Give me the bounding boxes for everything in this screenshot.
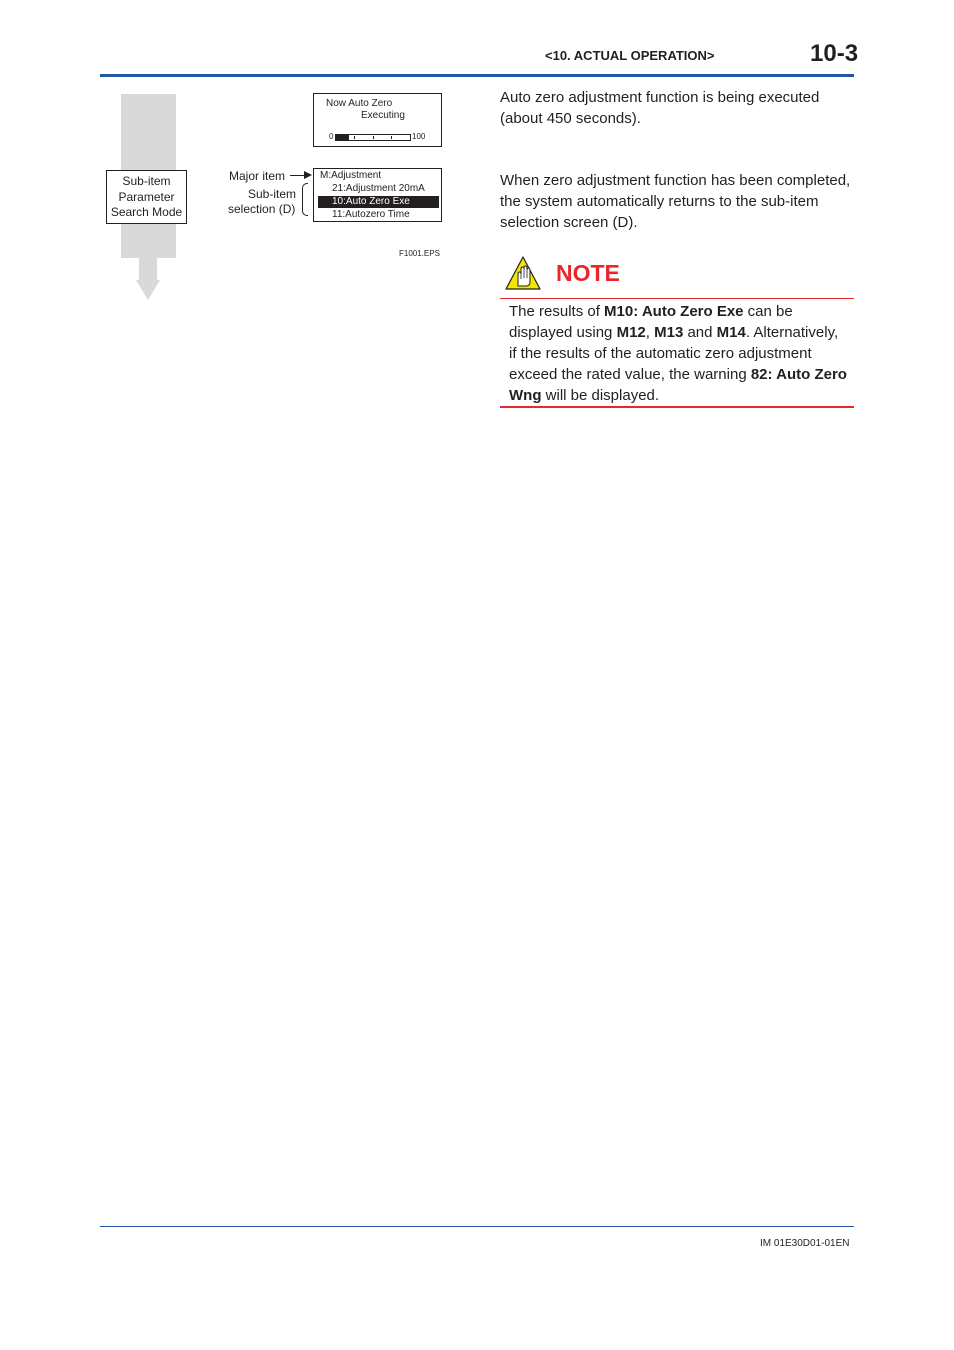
section-header: <10. ACTUAL OPERATION> xyxy=(545,48,715,63)
progress-bar-fill xyxy=(336,135,349,140)
note-bold: 82: Auto Zero Wng xyxy=(509,366,847,404)
lcd2-menu-item: 21:Adjustment 20mA xyxy=(332,183,425,194)
mode-box-line1: Sub-item xyxy=(122,174,171,188)
arrow-right-icon xyxy=(304,171,312,179)
note-bold: M13 xyxy=(654,324,684,341)
document-number: IM 01E30D01-01EN xyxy=(760,1238,850,1249)
progress-tick xyxy=(373,136,374,139)
note-hand-icon xyxy=(505,256,541,290)
footer-rule xyxy=(100,1226,854,1227)
lcd2-menu-item: 11:Autozero Time xyxy=(332,209,410,220)
lcd-executing-screen xyxy=(313,93,442,147)
note-text: can be displayed using xyxy=(509,303,793,341)
figure-id: F1001.EPS xyxy=(399,249,440,258)
note-text: and xyxy=(683,324,717,341)
sub-item-label-line1: Sub-item xyxy=(248,187,297,201)
flow-arrow-down-icon xyxy=(136,280,160,300)
note-title: NOTE xyxy=(556,260,620,286)
note-bottom-rule xyxy=(500,406,854,408)
progress-min-label: 0 xyxy=(329,132,334,141)
lcd1-line1: Now Auto Zero xyxy=(326,98,393,109)
progress-bar xyxy=(335,134,411,141)
note-bold: M14 xyxy=(716,324,746,341)
note-text: , xyxy=(645,324,655,341)
lcd1-line2: Executing xyxy=(361,110,405,121)
header-rule xyxy=(100,74,854,77)
flow-arrow-shaft xyxy=(139,258,157,280)
lcd2-major-item: M:Adjustment xyxy=(320,170,382,181)
progress-tick xyxy=(354,136,355,139)
mode-box xyxy=(106,170,187,224)
paragraph-executing: Auto zero adjustment function is being executed (about 450 seconds). xyxy=(500,89,820,127)
mode-box-line3: Search Mode xyxy=(110,205,183,219)
progress-max-label: 100 xyxy=(412,132,426,141)
note-text: The results of xyxy=(509,303,605,320)
page-number: 10-3 xyxy=(810,40,859,67)
sub-item-label-line2: selection (D) xyxy=(228,202,296,216)
note-text: will be displayed. xyxy=(541,387,660,404)
lcd2-selected-item: 10:Auto Zero Exe xyxy=(318,196,439,208)
brace-icon xyxy=(302,183,308,216)
note-bold: M12 xyxy=(616,324,646,341)
note-body xyxy=(509,301,849,406)
major-item-label: Major item xyxy=(229,169,286,183)
lcd-adjustment-menu xyxy=(313,168,442,222)
note-top-rule xyxy=(500,298,854,299)
progress-tick xyxy=(391,136,392,139)
paragraph-completed: When zero adjustment function has been completed, the system automatically returns to the sub-item selection screen (D). xyxy=(500,172,851,231)
mode-box-line2: Parameter xyxy=(118,189,175,204)
note-bold: M10: Auto Zero Exe xyxy=(604,303,744,320)
note-text: . Alternatively, if the results of the automatic zero adjustment exceed the rated value, the warning xyxy=(509,324,839,383)
